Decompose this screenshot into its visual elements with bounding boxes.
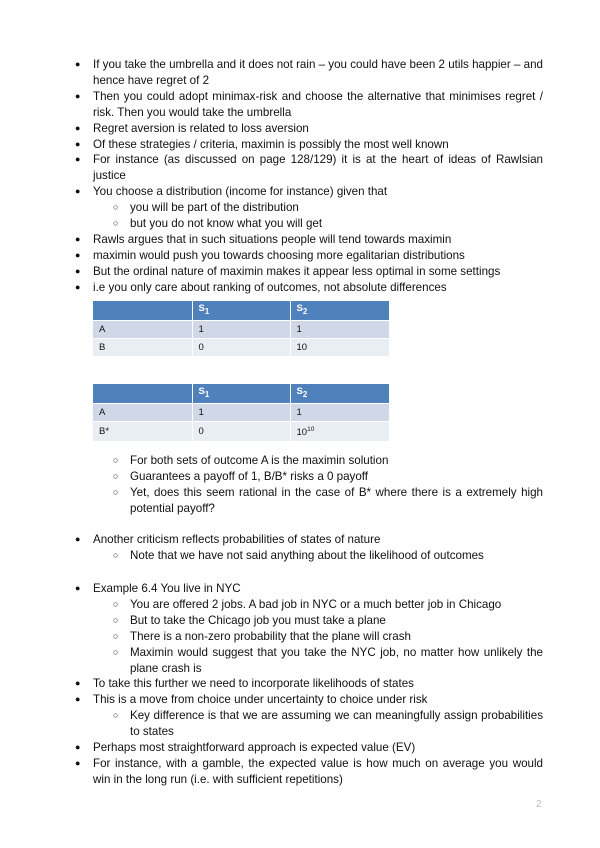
table-header-row [93,301,389,321]
table-cell: 0 [192,422,290,442]
table-cell: B* [93,422,192,442]
sub-list-item: ○ You are offered 2 jobs. A bad job in NYC or a much better job in Chicago [0,597,600,613]
bullet-list-example [0,581,600,788]
list-item: ● If you take the umbrella and it does not rain – you could have been 2 utils happier – and hence have regret of 2 [0,57,600,89]
list-item: ● Regret aversion is related to loss aversion [0,121,600,137]
list-item: ● But the ordinal nature of maximin makes it appear less optimal in some settings [0,264,600,280]
list-item: ● maximin would push you towards choosing more egalitarian distributions [0,248,600,264]
list-item: ● For instance, with a gamble, the expected value is how much on average you would win in the long run (i.e. with sufficient repetitions) [0,756,600,788]
sub-list-item: ○ There is a non-zero probability that the plane will crash [0,629,600,645]
payoff-table-1 [93,301,389,356]
table-header-cell: $S_1$ [192,384,290,404]
table-cell: B [93,339,192,357]
table-header-cell [93,384,192,404]
page-number: 2 [536,799,542,810]
table-row [93,321,389,339]
sub-list-item: ○ but you do not know what you will get [0,216,600,232]
table-cell: 1 [290,404,389,422]
sub-list-item: ○ Yet, does this seem rational in the case of B* where there is a extremely high potential payoff? [0,485,600,517]
table-cell: 1 [192,321,290,339]
table-cell: 0 [192,339,290,357]
bullet-list-regret [0,57,600,296]
payoff-table-2 [93,384,389,441]
sub-list-item: ○ Note that we have not said anything about the likelihood of outcomes [0,548,600,564]
table-header-cell [93,301,192,321]
table-cell: $10^{10}$ [290,422,389,442]
list-item: ● Perhaps most straightforward approach is expected value (EV) [0,740,600,756]
table-row [93,339,389,357]
list-item: ● For instance (as discussed on page 128/129) it is at the heart of ideas of Rawlsian justice [0,152,600,184]
sub-list-item: ○ For both sets of outcome A is the maximin solution [0,453,600,469]
table-cell: 10 [290,339,389,357]
list-item: ● This is a move from choice under uncertainty to choice under risk [0,692,600,708]
list-item: ● Rawls argues that in such situations people will tend towards maximin [0,232,600,248]
table-cell: 1 [290,321,389,339]
sub-list-item: ○ Maximin would suggest that you take the NYC job, no matter how unlikely the plane crash is [0,645,600,677]
list-item: ● You choose a distribution (income for instance) given that [0,184,600,200]
list-item: ● To take this further we need to incorporate likelihoods of states [0,676,600,692]
table-row [93,422,389,442]
table-cell: 1 [192,404,290,422]
bullet-list-maximin-critique [0,453,600,517]
list-item: ● Of these strategies / criteria, maximin is possibly the most well known [0,137,600,153]
list-item: ● Example 6.4 You live in NYC [0,581,600,597]
table-header-cell: $S_2$ [290,301,389,321]
sub-list-item: ○ you will be part of the distribution [0,200,600,216]
sub-list-item: ○ But to take the Chicago job you must take a plane [0,613,600,629]
list-item: ● Then you could adopt minimax-risk and choose the alternative that minimises regret / risk. Then you would take the umbrella [0,89,600,121]
table-cell: A [93,404,192,422]
table-header-cell: $S_2$ [290,384,389,404]
list-item: ● Another criticism reflects probabilities of states of nature [0,532,600,548]
table-header-row [93,384,389,404]
bullet-list-probabilities [0,532,600,564]
list-item: ● i.e you only care about ranking of outcomes, not absolute differences [0,280,600,296]
table-row [93,404,389,422]
table-header-cell: $S_1$ [192,301,290,321]
sub-list-item: ○ Guarantees a payoff of 1, B/B* risks a 0 payoff [0,469,600,485]
table-cell: A [93,321,192,339]
sub-list-item: ○ Key difference is that we are assuming we can meaningfully assign probabilities to states [0,708,600,740]
